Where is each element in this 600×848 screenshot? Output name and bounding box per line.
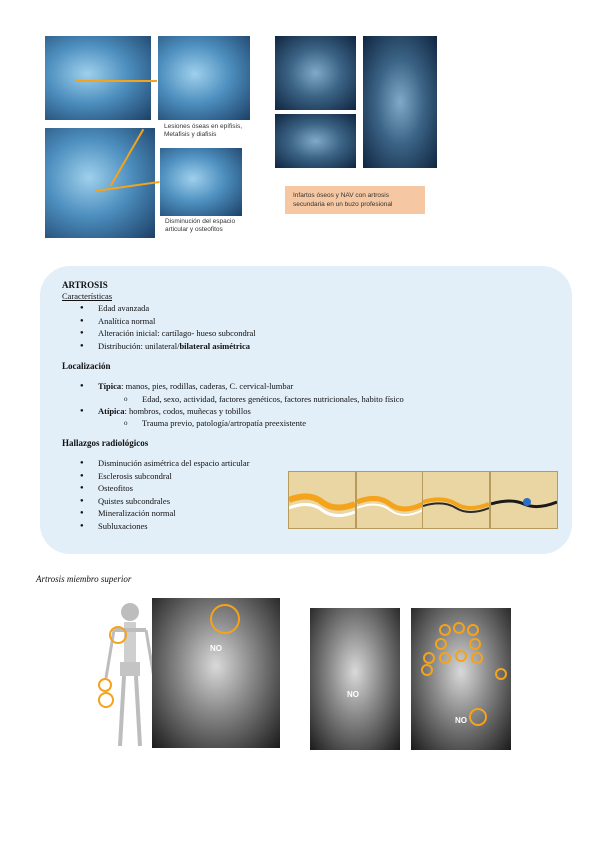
- highlight-circle-wrist: [98, 692, 114, 708]
- joint-severe-svg: [491, 472, 557, 528]
- list-item: ● Analítica normal: [62, 315, 542, 328]
- highlight-circle-finger: [439, 652, 451, 664]
- label-no-elbow: NO: [347, 690, 359, 699]
- xray-elbow: [310, 608, 400, 750]
- joint-diagram-moderate: [422, 471, 490, 529]
- card-title: ARTROSIS: [62, 280, 108, 290]
- list-item: ● Quistes subcondrales: [62, 495, 542, 508]
- section-title: Artrosis miembro superior: [36, 574, 132, 584]
- distribution-bold: bilateral asimétrica: [179, 340, 251, 351]
- list-item: [62, 380, 542, 393]
- typical-text: : manos, pies, rodillas, caderas, C. cervical-lumbar: [121, 381, 294, 391]
- xray-bone-closeup: [158, 36, 250, 120]
- list-item: ● Subluxaciones: [62, 520, 542, 533]
- label-no-shoulder: NO: [210, 644, 222, 653]
- highlight-circle-finger: [495, 668, 507, 680]
- characteristics-list: [62, 302, 542, 352]
- caption-lesions: Lesiones óseas en epífisis, Metafisis y diafisis: [164, 123, 243, 138]
- joint-moderate-svg: [423, 472, 489, 528]
- highlight-circle-finger: [453, 622, 465, 634]
- joint-diagram-early: [356, 471, 424, 529]
- highlight-circle-shoulder-xray: [210, 604, 240, 634]
- list-item: [62, 405, 542, 418]
- xray-spine: [275, 36, 356, 110]
- atypical-sublist: [62, 417, 542, 429]
- list-item: ● Alteración inicial: cartílago- hueso subcondral: [62, 327, 542, 340]
- label-no-hand: NO: [455, 716, 467, 725]
- highlight-circle-finger: [421, 664, 433, 676]
- highlight-circle-finger: [435, 638, 447, 650]
- xray-shoulder-top: [45, 36, 151, 120]
- joint-early-svg: [357, 472, 423, 528]
- joint-normal-svg: [289, 472, 355, 528]
- highlight-circle-finger: [439, 624, 451, 636]
- highlight-circle-elbow: [98, 678, 112, 692]
- highlight-circle-finger: [455, 650, 467, 662]
- highlight-circle-finger: [471, 652, 483, 664]
- list-item: o Trauma previo, patología/artropatía preexistente: [62, 417, 542, 429]
- joint-diagram-severe: [490, 471, 558, 529]
- highlight-circle-finger: [467, 624, 479, 636]
- list-item: ● Esclerosis subcondral: [62, 470, 542, 483]
- xray-shoulder-bottom: [152, 598, 280, 748]
- list-item: ● Disminución asimétrica del espacio articular: [62, 457, 542, 470]
- highlight-circle-finger: [423, 652, 435, 664]
- atypical-label: Atípica: [98, 405, 125, 416]
- list-item: ● Edad avanzada: [62, 302, 542, 315]
- highlight-circle-wrist-xray: [469, 708, 487, 726]
- findings-heading: Hallazgos radiológicos: [62, 438, 149, 448]
- highlight-circle-shoulder: [109, 626, 127, 644]
- xray-joint-space: [160, 148, 242, 216]
- xray-knee-lateral: [363, 36, 437, 168]
- typical-sublist: [62, 393, 542, 405]
- localization-list: [62, 380, 542, 393]
- characteristics-heading: Características: [62, 291, 113, 301]
- caption-joint-space: Disminución del espacio articular y osteofitos: [165, 218, 236, 233]
- xray-hand: [411, 608, 511, 750]
- localization-heading: Localización: [62, 361, 111, 371]
- list-item: ● Osteofitos: [62, 482, 542, 495]
- list-item: o Edad, sexo, actividad, factores genéticos, factores nutricionales, habito físico: [62, 393, 542, 405]
- list-item: ● Mineralización normal: [62, 507, 542, 520]
- list-item: [62, 340, 542, 353]
- typical-label: Típica: [98, 381, 122, 391]
- pointer-line: [75, 80, 157, 82]
- joint-diagram-normal: [288, 471, 356, 529]
- distribution-prefix: Distribución: unilateral/: [98, 340, 180, 351]
- localization-list-2: [62, 405, 542, 418]
- atypical-text: : hombros, codos, muñecas y tobillos: [124, 405, 251, 416]
- highlight-circle-finger: [469, 638, 481, 650]
- infarcts-info-box: Infartos óseos y NAV con artrosis secundaria en un buzo profesional: [285, 186, 425, 214]
- xray-pelvis: [275, 114, 356, 168]
